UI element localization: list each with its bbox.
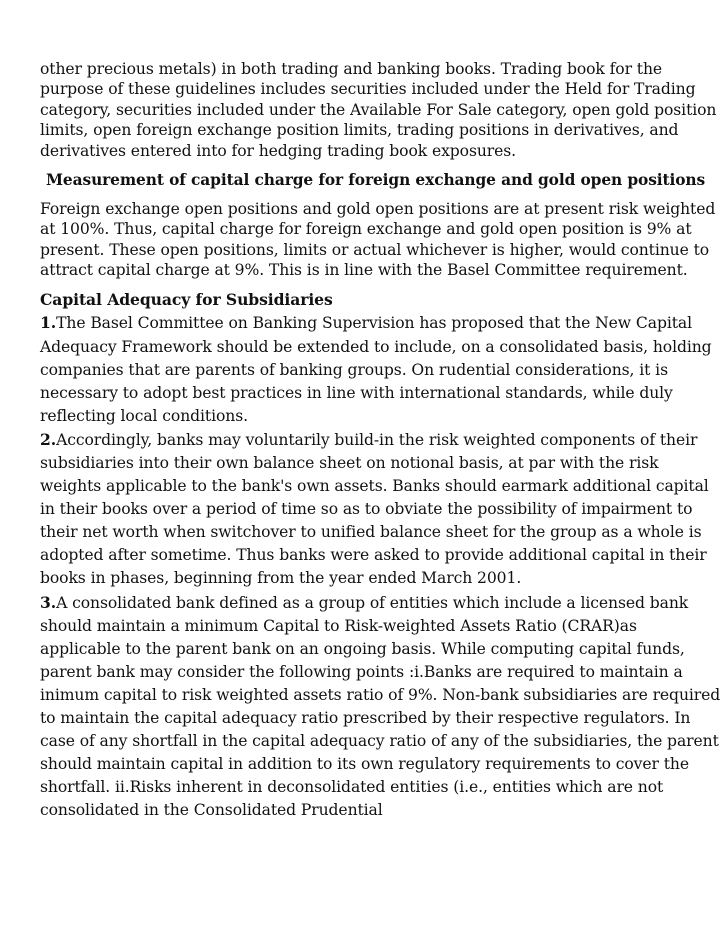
fx-section-body: Foreign exchange open positions and gold open positions are at present risk weighted at 100%. Thus, capital charge for foreign exchange and gold open position is 9% at present. These open positions, limits or actual whichever is higher, would continue to attract capital charge at 9%. This is in line with the Basel Committee requirement.	[40, 200, 716, 280]
document-page	[40, 59, 722, 823]
numbered-point-3	[40, 591, 722, 823]
point-number: 3.	[40, 592, 57, 612]
subsidiaries-heading: Capital Adequacy for Subsidiaries	[40, 289, 333, 309]
intro-paragraph: other precious metals) in both trading and banking books. Trading book for the purpose of these guidelines includes securities included under the Held for Trading category, securities included under the Available For Sale category, open gold position limits, open foreign exchange position limits, trading positions in derivatives, and derivatives entered into for hedging trading book exposures.	[40, 60, 717, 160]
point-text: Accordingly, banks may voluntarily build-in the risk weighted components of their subsidiaries into their own balance sheet on notional basis, at par with the risk weights applicable to the bank's own assets. Banks should earmark additional capital in their books over a period of time so as to obviate the possibility of impairment to their net worth when switchover to unified balance sheet for the group as a whole is adopted after sometime. Thus banks were asked to provide additional capital in their books in phases, beginning from the year ended March 2001.	[40, 430, 709, 588]
point-text: The Basel Committee on Banking Supervision has proposed that the New Capital Adequacy Framework should be extended to include, on a consolidated basis, holding companies that are parents of banking groups. On rudential considerations, it is necessary to adopt best practices in line with international standards, while duly reflecting local conditions.	[40, 314, 712, 425]
numbered-point-2	[40, 428, 722, 591]
fx-section-heading: Measurement of capital charge for foreign exchange and gold open positions	[46, 171, 706, 190]
numbered-point-1	[40, 311, 722, 427]
point-number: 2.	[40, 429, 57, 449]
point-number: 1.	[40, 313, 57, 333]
point-text: A consolidated bank defined as a group of entities which include a licensed bank should maintain a minimum Capital to Risk-weighted Assets Ratio (CRAR)as applicable to the parent bank on an ongoing basis. While computing capital funds, parent bank may consider the following points :i.Banks are required to maintain a inimum capital to risk weighted assets ratio of 9%. Non-bank subsidiaries are required to maintain the capital adequacy ratio prescribed by their respective regulators. In case of any shortfall in the capital adequacy ratio of any of the subsidiaries, the parent should maintain capital in addition to its own regulatory requirements to cover the shortfall. ii.Risks inherent in deconsolidated entities (i.e., entities which are not consolidated in the Consolidated Prudential	[40, 593, 721, 820]
